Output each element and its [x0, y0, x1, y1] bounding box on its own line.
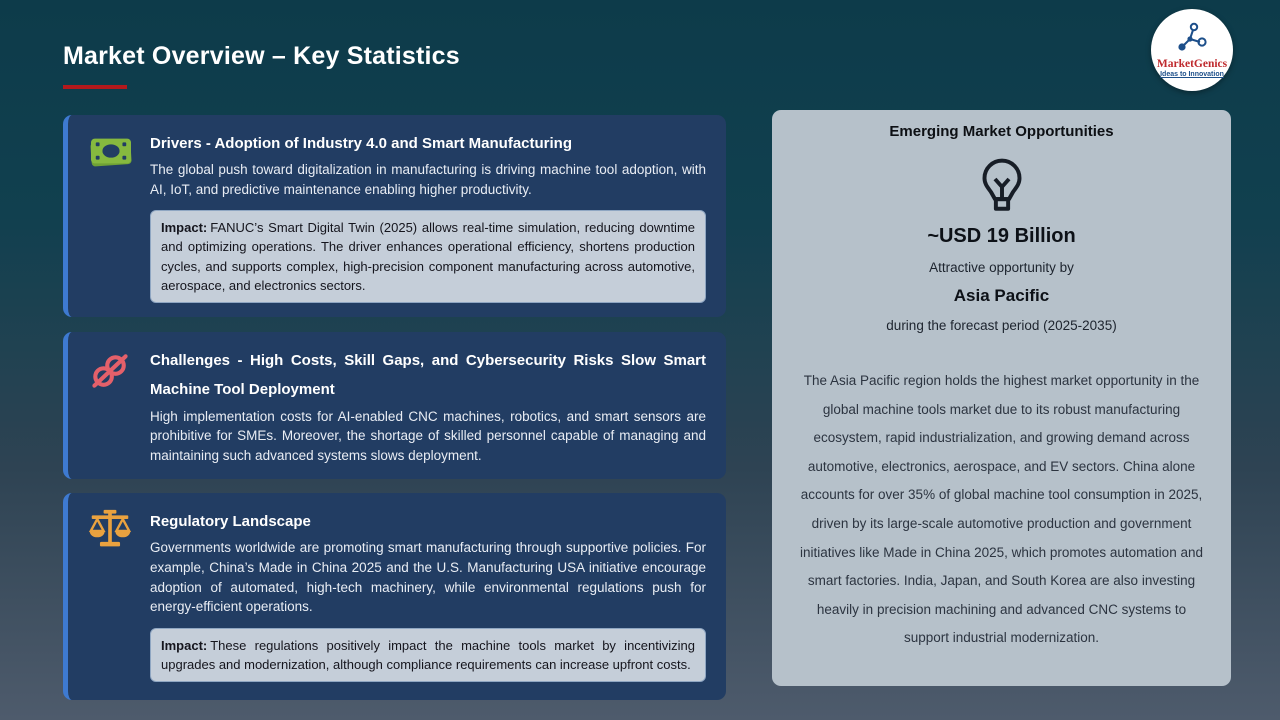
impact-label: Impact: — [161, 637, 208, 653]
card-body: High implementation costs for AI-enabled CNC machines, robotics, and smart sensors are prohibitive for SMEs. Moreover, the shortage of skilled personnel capable of managing and maintaining such advanced systems slows deployment. — [150, 408, 706, 463]
drivers-card — [63, 115, 726, 317]
card-body: The global push toward digitalization in manufacturing is driving machine tool adoption, with AI, IoT, and predictive maintenance enabling higher productivity. — [150, 162, 706, 197]
card-title: Regulatory Landscape — [150, 513, 311, 531]
opportunity-value: ~USD 19 Billion — [927, 225, 1076, 247]
impact-box — [150, 628, 706, 682]
opportunity-region: Asia Pacific — [953, 286, 1050, 305]
panel-title: Emerging Market Opportunities — [889, 123, 1114, 140]
impact-text: These regulations positively impact the machine tools market by incentivizing upgrades and modernization, although compliance requirements can increase upfront costs. — [161, 637, 695, 672]
logo-name: MarketGenics — [1156, 58, 1228, 70]
unlink-icon — [88, 346, 135, 465]
challenges-card — [63, 332, 726, 479]
money-icon — [88, 129, 135, 303]
marketgenics-logo — [1151, 9, 1233, 91]
emerging-opportunities-panel — [772, 110, 1231, 686]
impact-label: Impact: — [161, 220, 208, 236]
card-title: Drivers - Adoption of Industry 4.0 and Smart Manufacturing — [150, 135, 572, 152]
forecast-period: during the forecast period (2025-2035) — [886, 318, 1117, 333]
card-title: Challenges - High Costs, Skill Gaps, and Cybersecurity Risks Slow Smart Machine Tool Deployment — [150, 352, 706, 399]
opportunity-subtitle: Attractive opportunity by — [929, 260, 1074, 275]
impact-text: FANUC’s Smart Digital Twin (2025) allows real-time simulation, reducing downtime and optimizing operations. The driver enhances operational efficiency, shortens production cycles, and supports complex, high-precision component manufacturing across automotive, aerospace, and electronics sectors. — [161, 220, 695, 293]
regulatory-card — [63, 493, 726, 700]
page-title: Market Overview – Key Statistics — [63, 42, 460, 70]
opportunity-description: The Asia Pacific region holds the highest market opportunity in the global machine tools market due to its robust manufacturing ecosystem, rapid industrialization, and growing demand across automotive, electronics, aerospace, and EV sectors. China alone accounts for over 35% of global machine tool consumption in 2025, driven by its large-scale automotive production and government initiatives like Made in China 2025, which promotes automation and smart factories. India, Japan, and South Korea are also investing heavily in precision machining and advanced CNC systems to support industrial modernization. — [800, 373, 1203, 646]
card-body: Governments worldwide are promoting smart manufacturing through supportive policies. For example, China’s Made in China 2025 and the U.S. Manufacturing USA initiative encourage adoption of automated, high-tech machinery, while environmental regulations push for energy-efficient operations. — [150, 540, 706, 615]
title-underline — [63, 85, 127, 89]
scale-icon — [88, 507, 135, 686]
logo-tagline: Ideas to Innovation — [1160, 71, 1224, 78]
molecule-icon — [1175, 22, 1209, 57]
impact-box — [150, 210, 706, 302]
lightbulb-icon — [794, 155, 1209, 217]
key-statistics-cards — [63, 115, 726, 700]
